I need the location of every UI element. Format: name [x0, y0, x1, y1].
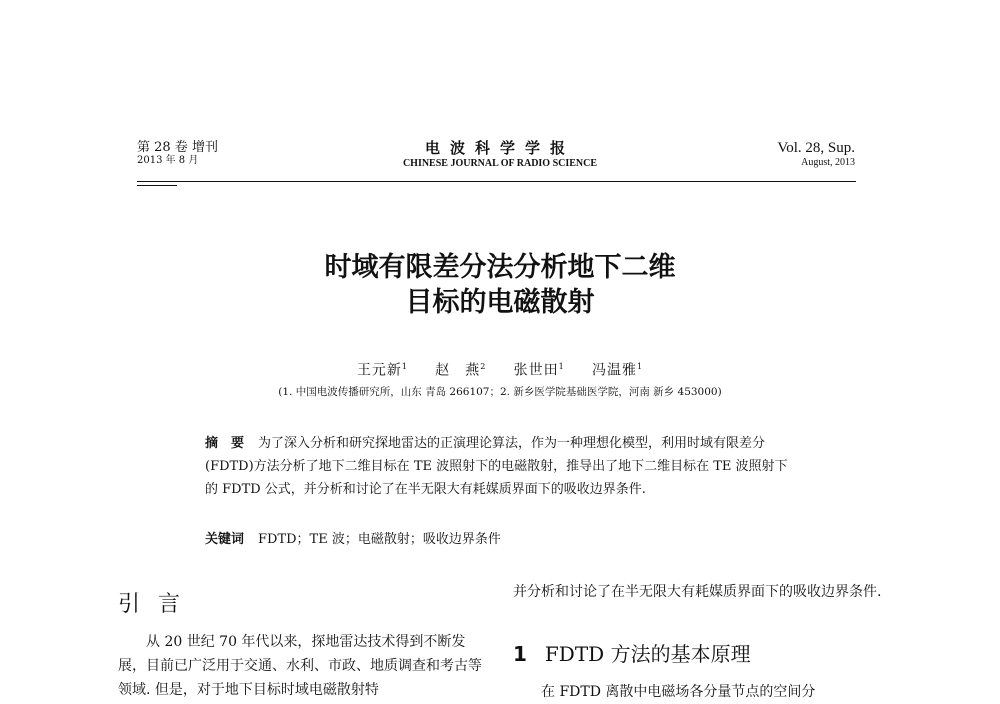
author-sup: 1 — [636, 362, 644, 371]
header-rule-short — [137, 185, 177, 186]
section-title: FDTD 方法的基本原理 — [544, 642, 751, 666]
volume-en: Vol. 28, Sup. — [777, 140, 855, 156]
abstract-text: 为了深入分析和研究探地雷达的正演理论算法，作为一种理想化模型，利用时域有限差分(FDTD)方法分析了地下二维目标在 TE 波照射下的电磁散射，推导出了地下二维目标在 TE 波照射下的 FDTD 公式，并分析和讨论了在半无限大有耗媒质界面下的吸收边界条件. — [205, 436, 788, 497]
right-column-continued-text: 并分析和讨论了在半无限大有耗媒质界面下的吸收边界条件. — [513, 584, 882, 600]
author-sup: 2 — [480, 362, 487, 371]
journal-volume-en-info — [700, 140, 855, 169]
intro-text: 从 20 世纪 70 年代以来，探地雷达技术得到不断发展，目前已广泛用于交通、水利、市政、地质调查和考古等领域. 但是，对于地下目标时域电磁散射特 — [118, 634, 482, 698]
date-en: August, 2013 — [801, 157, 855, 168]
section-1-text: 在 FDTD 离散中电磁场各分量节点的空间分 — [541, 684, 816, 700]
author-sup: 1 — [558, 362, 565, 371]
date-cn: 2013 年 8 月 — [137, 155, 199, 166]
author-name: 张世田 — [513, 362, 559, 379]
author-name: 王元新 — [356, 362, 402, 379]
section-number: 1 — [513, 642, 527, 666]
keywords-label: 关键词 — [205, 532, 245, 547]
journal-name-cn: 电波科学学报 — [424, 139, 575, 157]
journal-name — [330, 140, 670, 171]
title-line-2: 目标的电磁散射 — [405, 287, 595, 318]
abstract — [205, 432, 795, 501]
section-1-heading — [513, 641, 751, 667]
intro-heading: 引言 — [118, 592, 199, 617]
keywords-text: FDTD；TE 波；电磁散射；吸收边界条件 — [258, 532, 501, 547]
author-list — [200, 358, 800, 380]
author-sup: 1 — [401, 362, 408, 371]
journal-volume-info — [137, 140, 218, 167]
abstract-label: 摘 要 — [205, 436, 245, 451]
journal-name-en: CHINESE JOURNAL OF RADIO SCIENCE — [402, 158, 598, 169]
author-name: 赵 燕 — [435, 362, 481, 379]
paper-title — [150, 250, 850, 320]
keywords — [205, 530, 795, 550]
title-line-1: 时域有限差分法分析地下二维 — [324, 252, 676, 283]
affiliation: (1. 中国电波传播研究所，山东 青岛 266107；2. 新乡医学院基础医学院，河南 新乡 453000) — [278, 386, 722, 398]
header-rule — [137, 181, 856, 182]
author-name: 冯温雅 — [591, 362, 637, 379]
volume-cn: 第 28 卷 增刊 — [137, 140, 218, 155]
